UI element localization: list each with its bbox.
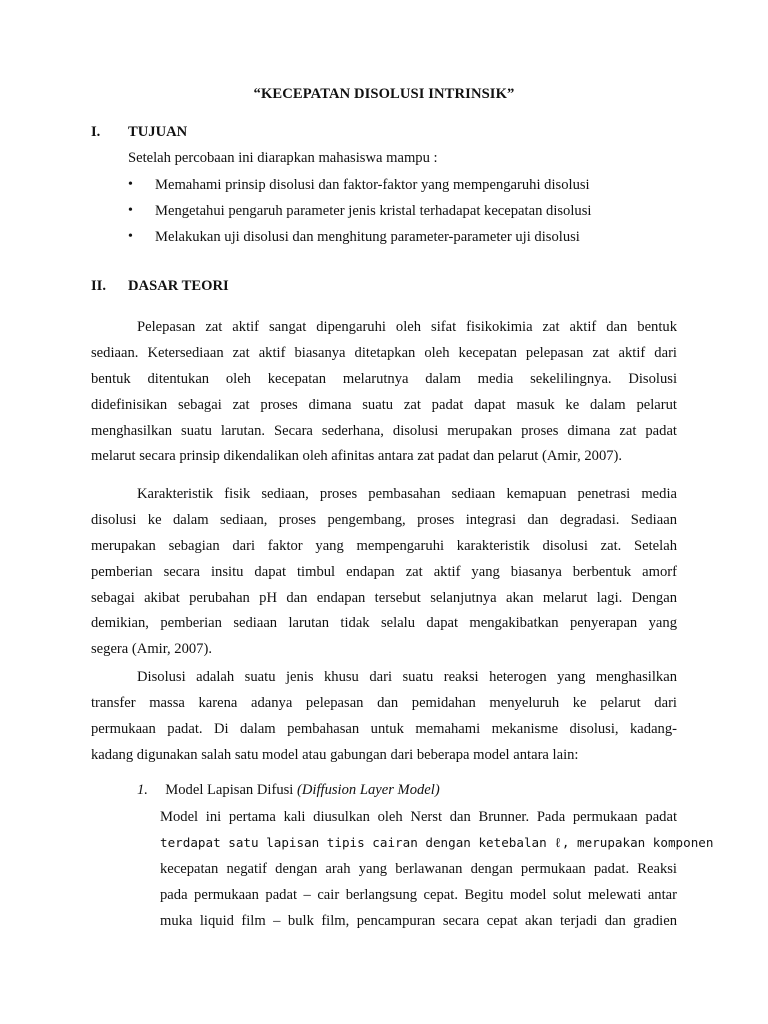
text-line: Model ini pertama kali diusulkan oleh Nerst dan Brunner. Pada permukaan padat [160, 809, 677, 825]
paragraph-2 [91, 482, 677, 663]
model-1-name: Model Lapisan Difusi [165, 782, 294, 798]
bullet-icon: • [128, 229, 133, 244]
bullet-icon: • [128, 203, 133, 218]
paragraph-1 [91, 315, 677, 470]
list-item: • Mengetahui pengaruh parameter jenis kristal terhadapat kecepatan disolusi [128, 198, 591, 224]
section-1-intro: Setelah percobaan ini diarapkan mahasiswa mampu : [128, 150, 438, 166]
text-line: melarut secara prinsip dikendalikan oleh afinitas antara zat padat dan pelarut (Amir, 2007). [91, 448, 623, 465]
text-line: pada permukaan padat – cair berlangsung cepat. Begitu model solut melewati antar [160, 887, 677, 903]
model-1-number: 1. [137, 782, 148, 798]
text-line: pemberian secara insitu dapat timbul endapan zat aktif yang biasanya berbentuk amorf [91, 563, 677, 580]
text-line: muka liquid film – bulk film, pencampuran secara cepat akan terjadi dan gradien [160, 913, 677, 929]
list-item: • Melakukan uji disolusi dan menghitung parameter-parameter uji disolusi [128, 224, 591, 250]
text-line: sediaan. Ketersediaan zat aktif biasanya ditetapkan oleh kecepatan pelepasan zat aktif dari [91, 344, 677, 361]
section-2-number: II. [91, 278, 107, 294]
text-line: merupakan sebagian dari faktor yang mempengaruhi karakteristik disolusi zat. Setelah [91, 537, 677, 554]
model-1-name-italic: (Diffusion Layer Model) [297, 782, 440, 798]
text-line: Karakteristik fisik sediaan, proses pembasahan sediaan kemapuan penetrasi media [137, 486, 677, 502]
text-line: bentuk ditentukan oleh kecepatan melarutnya dalam media sekelilingnya. Disolusi [91, 370, 677, 387]
section-1-heading: TUJUAN [128, 124, 188, 140]
model-1-heading [137, 782, 440, 799]
list-item: • Memahami prinsip disolusi dan faktor-faktor yang mempengaruhi disolusi [128, 172, 591, 198]
text-line: demikian, pemberian sediaan larutan tidak selalu dapat mengakibatkan penyerapan yang [91, 615, 677, 632]
section-1-number: I. [91, 124, 101, 140]
text-line: disolusi ke dalam sediaan, proses pengembang, proses integrasi dan degradasi. Sediaan [91, 511, 677, 528]
text-line: terdapat satu lapisan tipis cairan dengan ketebalan ℓ, merupakan komponen [160, 835, 714, 850]
text-line: permukaan padat. Di dalam pembahasan untuk memahami mekanisme disolusi, kadang- [91, 720, 677, 737]
document-title: “KECEPATAN DISOLUSI INTRINSIK” [253, 86, 515, 102]
text-line: didefinisikan sebagai zat proses dimana suatu zat padat dapat masuk ke dalam pelarut [91, 396, 677, 413]
text-line: menghasilkan suatu larutan. Secara sederhana, disolusi merupakan proses dimana zat padat [91, 422, 677, 439]
section-2-heading: DASAR TEORI [128, 278, 229, 294]
bullet-icon: • [128, 177, 133, 192]
model-1-body [160, 804, 714, 934]
objectives-list [128, 172, 591, 250]
paragraph-3 [91, 665, 677, 769]
text-line: kadang digunakan salah satu model atau gabungan dari beberapa model antara lain: [91, 746, 579, 763]
text-line: sebagai akibat perubahan pH dan endapan tersebut selanjutnya akan melarut lagi. Dengan [91, 589, 677, 606]
text-line: Disolusi adalah suatu jenis khusu dari suatu reaksi heterogen yang menghasilkan [137, 669, 677, 685]
text-line: Pelepasan zat aktif sangat dipengaruhi oleh sifat fisikokimia zat aktif dan bentuk [137, 319, 677, 335]
text-line: segera (Amir, 2007). [91, 641, 212, 658]
text-line: kecepatan negatif dengan arah yang berlawanan dengan permukaan padat. Reaksi [160, 861, 677, 877]
text-line: transfer massa karena adanya pelepasan dan pemidahan menyeluruh ke pelarut dari [91, 694, 677, 711]
